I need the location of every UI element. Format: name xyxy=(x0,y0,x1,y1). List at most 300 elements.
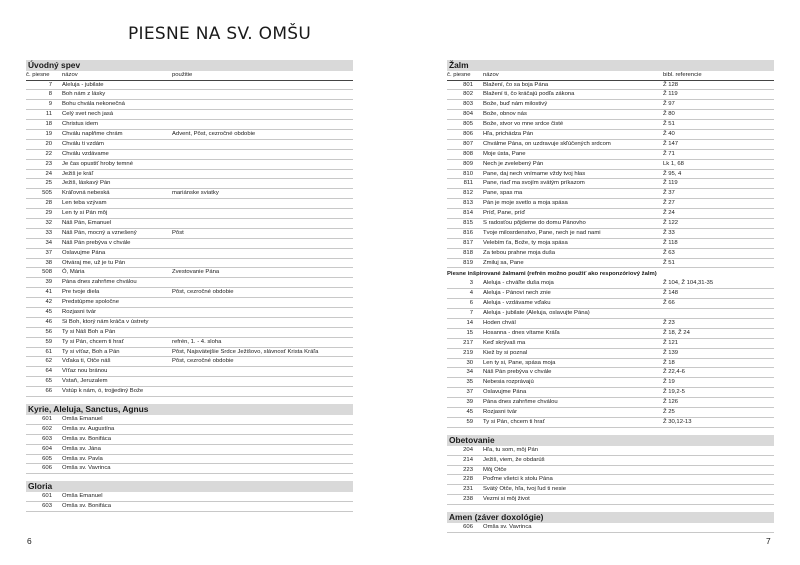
song-number: 802 xyxy=(463,91,473,98)
song-usage: Ž 37 xyxy=(663,190,675,197)
song-number: 7 xyxy=(48,81,52,88)
song-name: Moje ústa, Pane xyxy=(483,150,526,157)
song-name: Aleluja - Pánovi nech znie xyxy=(483,290,551,297)
song-usage: Ž 51 xyxy=(663,259,675,266)
song-name: Vstaň, Jeruzalem xyxy=(62,378,108,385)
empty-cell xyxy=(172,425,353,434)
song-usage xyxy=(663,309,774,318)
song-number: 61 xyxy=(45,348,52,355)
empty-cell xyxy=(663,485,774,494)
song-name: Víťaz nou bránou xyxy=(62,368,108,375)
song-name: Omša Emanuel xyxy=(62,416,103,422)
song-number: 3 xyxy=(469,280,473,287)
song-number: 23 xyxy=(45,160,52,167)
song-name: Vďaka ti, Otče náš xyxy=(62,358,111,365)
song-number: 19 xyxy=(45,130,52,137)
table-row xyxy=(26,318,353,328)
table-row xyxy=(26,199,353,209)
song-name: Pre tvoje diela xyxy=(62,289,100,296)
song-usage: Ž 71 xyxy=(663,150,675,157)
song-number: 37 xyxy=(466,389,473,396)
table-row xyxy=(447,359,774,369)
table-row xyxy=(26,502,353,512)
song-usage xyxy=(172,100,353,109)
table-row xyxy=(26,150,353,160)
song-usage xyxy=(172,377,353,386)
section-heading: Obetovanie xyxy=(447,435,774,446)
song-number: 604 xyxy=(42,445,52,452)
table-row xyxy=(447,329,774,339)
song-name: Pane, riaď ma svojím svätým príkazom xyxy=(483,180,585,187)
song-number: 812 xyxy=(463,190,473,197)
table-row xyxy=(26,278,353,288)
table-row xyxy=(26,81,353,91)
song-usage: Lk 1, 68 xyxy=(663,160,684,167)
song-name: Omša sv. Bonifáca xyxy=(62,435,111,442)
song-number: 4 xyxy=(469,290,473,297)
song-number: 238 xyxy=(463,496,473,503)
table-row xyxy=(447,279,774,289)
table-row xyxy=(447,140,774,150)
song-number: 59 xyxy=(466,418,473,425)
song-name: Ježiš je kráľ xyxy=(62,170,94,177)
song-usage xyxy=(172,120,353,129)
song-number: 38 xyxy=(45,259,52,266)
song-usage xyxy=(172,308,353,317)
song-number: 7 xyxy=(469,310,473,317)
song-number: 37 xyxy=(45,249,52,256)
song-name: Je čas opustiť hroby temné xyxy=(62,160,133,167)
song-name: Chválu naplňme chrám xyxy=(62,130,123,137)
song-number: 805 xyxy=(463,121,473,128)
song-number: 808 xyxy=(463,150,473,157)
table-row xyxy=(26,170,353,180)
section-kyrie xyxy=(26,404,353,474)
song-number: 807 xyxy=(463,140,473,147)
right-page-number: 7 xyxy=(766,536,771,546)
table-row xyxy=(26,464,353,474)
table-row xyxy=(447,150,774,160)
empty-cell xyxy=(663,466,774,475)
song-number: 606 xyxy=(463,524,473,531)
song-number: 34 xyxy=(45,239,52,246)
song-name: Ty si víťaz, Boh a Pán xyxy=(62,348,120,355)
table-row xyxy=(26,357,353,367)
song-usage xyxy=(172,259,353,268)
song-name: Náš Pán, Emanuel xyxy=(62,219,112,226)
table-row xyxy=(447,495,774,505)
table-row xyxy=(26,189,353,199)
empty-cell xyxy=(172,415,353,424)
table-header xyxy=(447,71,774,81)
song-usage: refrén, 1. - 4. sloha xyxy=(172,338,222,345)
song-usage xyxy=(172,239,353,248)
subheading-psalm-inspired: Piesne inšpirované žalmami (refrén možno použiť ako responzóriový žalm) xyxy=(447,271,657,278)
section-heading: Žalm xyxy=(447,60,774,71)
song-number: 606 xyxy=(42,465,52,472)
song-usage xyxy=(172,81,353,90)
song-number: 59 xyxy=(45,338,52,345)
song-usage: Ž 19 xyxy=(663,379,675,386)
table-row xyxy=(447,219,774,229)
table-row xyxy=(26,338,353,348)
song-name: Aleluja - vzdávame vďaku xyxy=(483,300,551,307)
table-row xyxy=(447,309,774,319)
table-row xyxy=(447,229,774,239)
song-number: 223 xyxy=(463,466,473,473)
song-number: 817 xyxy=(463,239,473,246)
song-name: Pán je moje svetlo a moja spása xyxy=(483,200,568,207)
song-number: 45 xyxy=(466,409,473,415)
table-row xyxy=(447,160,774,170)
song-name: Chválme Pána, on uzdravuje skľúčených srdcom xyxy=(483,140,611,147)
page-title: PIESNE NA SV. OMŠU xyxy=(128,24,312,44)
song-number: 25 xyxy=(45,180,52,187)
song-number: 28 xyxy=(45,200,52,207)
song-usage: Ž 40 xyxy=(663,130,675,137)
song-name: Chválu vzdávame xyxy=(62,150,109,157)
song-name: Pána dnes zahrňme chválou xyxy=(62,279,137,286)
table-row xyxy=(447,418,774,428)
song-number: 804 xyxy=(463,111,473,118)
table-row xyxy=(447,398,774,408)
table-row xyxy=(447,259,774,269)
song-usage: mariánske sviatky xyxy=(172,190,219,197)
song-usage: Ž 30,12-13 xyxy=(663,418,692,425)
table-row xyxy=(26,219,353,229)
song-name: Hoden chvál xyxy=(483,319,516,326)
table-row xyxy=(26,435,353,445)
song-usage: Ž 104, Ž 104,31-35 xyxy=(663,280,714,287)
table-row xyxy=(447,456,774,466)
song-name: Rozjasni tvár xyxy=(62,308,97,315)
song-name: Pane, daj nech vnímame vždy tvoj hlas xyxy=(483,170,586,177)
table-obetovanie xyxy=(447,446,774,505)
table-row xyxy=(26,328,353,338)
table-row xyxy=(26,110,353,120)
song-name: Vezmi si môj život xyxy=(483,496,530,503)
song-number: 39 xyxy=(45,279,52,286)
song-usage: Ž 139 xyxy=(663,349,679,356)
empty-cell xyxy=(663,446,774,455)
song-number: 20 xyxy=(45,140,52,147)
song-name: Kráľovná nebeská xyxy=(62,190,110,197)
table-row xyxy=(447,349,774,359)
table-row xyxy=(26,249,353,259)
song-usage xyxy=(172,179,353,188)
song-number: 46 xyxy=(45,318,52,325)
song-number: 818 xyxy=(463,249,473,256)
song-name: Rozjasni tvár xyxy=(483,409,518,415)
song-name: Aleluja - jubilate xyxy=(62,81,104,88)
song-name: Omša sv. Vavrinca xyxy=(483,524,532,531)
song-name: Omša Emanuel xyxy=(62,493,103,500)
table-row xyxy=(447,378,774,388)
song-name: Si Boh, ktorý nám kráča v ústrety xyxy=(62,318,149,325)
song-name: Boh nám z lásky xyxy=(62,91,106,98)
song-number: 601 xyxy=(42,416,52,422)
song-name: Omša sv. Bonifáca xyxy=(62,503,111,510)
song-name: Ty si Náš Boh a Pán xyxy=(62,328,116,335)
table-row xyxy=(26,455,353,465)
song-name: Nech je zvelebený Pán xyxy=(483,160,544,167)
song-number: 41 xyxy=(45,289,52,296)
table-amen xyxy=(447,523,774,533)
table-row xyxy=(26,377,353,387)
table-row xyxy=(26,130,353,140)
table-row xyxy=(26,268,353,278)
empty-cell xyxy=(172,445,353,454)
header-references: bibl. referencie xyxy=(663,72,702,78)
song-usage: Ž 148 xyxy=(663,290,679,297)
song-usage: Ž 18 xyxy=(663,359,675,366)
song-name: Hľa, tu som, môj Pán xyxy=(483,446,539,453)
song-name: Aleluja - jubilate (Aleluja, oslavujte Pána) xyxy=(483,310,590,317)
song-number: 29 xyxy=(45,210,52,217)
song-usage xyxy=(172,278,353,287)
song-usage: Ž 121 xyxy=(663,339,679,346)
song-name: Len ty si, Pane, spása moja xyxy=(483,359,556,366)
song-name: Omša sv. Augustína xyxy=(62,425,115,432)
table-row xyxy=(447,170,774,180)
song-usage xyxy=(172,367,353,376)
song-number: 806 xyxy=(463,130,473,137)
song-usage: Ž 122 xyxy=(663,219,679,226)
song-number: 801 xyxy=(463,81,473,88)
table-row xyxy=(447,523,774,533)
table-row xyxy=(447,339,774,349)
song-number: 803 xyxy=(463,101,473,108)
song-number: 601 xyxy=(42,493,52,500)
song-usage: Ž 80 xyxy=(663,111,675,118)
song-name: Tvoje milosrdenstvo, Pane, nech je nad nami xyxy=(483,229,601,236)
song-usage: Zvestovanie Pána xyxy=(172,269,220,276)
song-name: Blažení ti, čo kráčajú podľa zákona xyxy=(483,91,575,98)
song-usage xyxy=(172,387,353,396)
song-usage: Ž 119 xyxy=(663,91,678,98)
table-row xyxy=(447,81,774,91)
song-usage: Ž 23 xyxy=(663,319,675,326)
song-name: Predstúpme spoločne xyxy=(62,299,119,306)
table-row xyxy=(447,485,774,495)
song-name: Ježiš, viem, že obdarúš xyxy=(483,456,545,463)
song-number: 219 xyxy=(463,349,473,356)
song-usage: Ž 24 xyxy=(663,210,675,217)
song-usage: Ž 25 xyxy=(663,409,675,415)
song-name: Svätý Otče, hľa, tvoj ľud ti nesie xyxy=(483,486,566,493)
song-name: Christus idem xyxy=(62,121,99,128)
song-number: 810 xyxy=(463,170,473,177)
table-row xyxy=(447,130,774,140)
song-number: 602 xyxy=(42,425,52,432)
song-name: Môj Otče xyxy=(483,466,507,473)
song-number: 65 xyxy=(45,378,52,385)
song-name: Kiež by si poznal xyxy=(483,349,528,356)
song-usage xyxy=(172,328,353,337)
section-uvodny-spev xyxy=(26,60,353,397)
table-row xyxy=(26,90,353,100)
header-usage: použitie xyxy=(172,72,193,78)
song-number: 508 xyxy=(42,269,52,276)
song-usage xyxy=(172,209,353,218)
table-kyrie xyxy=(26,415,353,474)
song-usage: Pôst, cezročné obdobie xyxy=(172,289,234,296)
song-name: Otváraj me, už je tu Pán xyxy=(62,259,126,266)
table-row xyxy=(447,120,774,130)
song-usage: Ž 27 xyxy=(663,200,675,207)
table-row xyxy=(26,209,353,219)
table-row xyxy=(26,387,353,397)
song-number: 34 xyxy=(466,369,473,376)
song-number: 24 xyxy=(45,170,52,177)
song-number: 11 xyxy=(45,111,52,118)
section-gloria xyxy=(26,481,353,512)
empty-cell xyxy=(663,456,774,465)
song-number: 56 xyxy=(45,328,52,335)
song-name: Len ty si Pán môj xyxy=(62,210,108,217)
song-usage xyxy=(172,219,353,228)
section-amen xyxy=(447,512,774,533)
table-row xyxy=(447,299,774,309)
song-usage: Ž 128 xyxy=(663,81,679,88)
song-usage xyxy=(172,140,353,149)
table-row xyxy=(447,446,774,456)
table-zalm xyxy=(447,81,774,269)
table-row xyxy=(26,298,353,308)
song-name: Ty si Pán, chcem ti hrať xyxy=(483,418,545,425)
song-number: 814 xyxy=(463,210,473,217)
song-usage xyxy=(172,170,353,179)
song-name: S radosťou pôjdeme do domu Pánovho xyxy=(483,219,586,226)
table-row xyxy=(26,288,353,298)
empty-cell xyxy=(172,464,353,473)
table-row xyxy=(26,160,353,170)
song-number: 18 xyxy=(45,121,52,128)
table-row xyxy=(447,368,774,378)
table-row xyxy=(447,209,774,219)
song-number: 603 xyxy=(42,435,52,442)
song-number: 22 xyxy=(45,150,52,157)
table-row xyxy=(447,189,774,199)
table-row xyxy=(26,229,353,239)
table-row xyxy=(26,308,353,318)
song-name: Celý svet nech jasá xyxy=(62,111,114,118)
song-name: Poďme všetci k stolu Pána xyxy=(483,476,553,483)
song-name: Blažení, čo sa boja Pána xyxy=(483,81,549,88)
song-name: Ó, Mária xyxy=(62,269,85,276)
right-column xyxy=(447,60,774,540)
song-usage: Pôst xyxy=(172,229,184,236)
song-number: 14 xyxy=(466,319,473,326)
section-obetovanie xyxy=(447,435,774,505)
song-name: Ty si Pán, chcem ti hrať xyxy=(62,338,124,345)
song-number: 66 xyxy=(45,388,52,395)
table-row xyxy=(447,90,774,100)
empty-cell xyxy=(663,523,774,532)
table-row xyxy=(26,120,353,130)
table-row xyxy=(447,408,774,418)
song-name: Bože, stvor vo mne srdce čisté xyxy=(483,121,564,128)
song-usage xyxy=(172,249,353,258)
song-number: 35 xyxy=(466,379,473,386)
table-row xyxy=(447,199,774,209)
song-usage xyxy=(172,160,353,169)
table-row xyxy=(447,388,774,398)
song-number: 8 xyxy=(48,91,52,98)
song-number: 603 xyxy=(42,503,52,510)
empty-cell xyxy=(172,435,353,444)
empty-cell xyxy=(663,475,774,484)
song-number: 816 xyxy=(463,229,473,236)
song-name: Náš Pán, mocný a vznešený xyxy=(62,229,137,236)
song-name: Nebesia rozprávajú xyxy=(483,379,534,386)
table-row xyxy=(26,415,353,425)
song-number: 30 xyxy=(466,359,473,366)
song-usage: Ž 126 xyxy=(663,399,679,406)
song-name: Hosanna - dnes vítame Kráľa xyxy=(483,329,560,336)
song-number: 42 xyxy=(45,299,52,306)
song-usage: Advent, Pôst, cezročné obdobie xyxy=(172,130,256,137)
song-number: 815 xyxy=(463,219,473,226)
header-name: názov xyxy=(62,72,78,78)
song-name: Bože, obnov nás xyxy=(483,111,527,118)
table-row xyxy=(26,492,353,502)
song-name: Omša sv. Pavla xyxy=(62,455,103,462)
song-usage: Ž 95, 4 xyxy=(663,170,682,177)
left-page-number: 6 xyxy=(27,536,32,546)
song-number: 228 xyxy=(463,476,473,483)
table-row xyxy=(26,239,353,249)
table-row xyxy=(26,348,353,358)
empty-cell xyxy=(663,495,774,504)
song-number: 62 xyxy=(45,358,52,365)
song-usage: Ž 97 xyxy=(663,101,675,108)
header-number: č. piesne xyxy=(447,72,471,78)
song-name: Velebím ťa, Bože, ty moja spása xyxy=(483,239,568,246)
table-row xyxy=(447,289,774,299)
header-name: názov xyxy=(483,72,499,78)
song-name: Hľa, prichádza Pán xyxy=(483,130,534,137)
song-name: Omša sv. Jána xyxy=(62,445,101,452)
section-heading: Amen (záver doxológie) xyxy=(447,512,774,523)
song-name: Zmiluj sa, Pane xyxy=(483,259,524,266)
table-row xyxy=(447,466,774,476)
song-name: Za tebou prahne moja duša xyxy=(483,249,556,256)
song-name: Oslavujme Pána xyxy=(62,249,106,256)
song-number: 6 xyxy=(469,300,473,307)
left-column xyxy=(26,60,353,519)
song-name: Oslavujme Pána xyxy=(483,389,527,396)
song-usage xyxy=(172,110,353,119)
song-usage: Ž 119 xyxy=(663,180,678,187)
song-number: 39 xyxy=(466,399,473,406)
song-number: 217 xyxy=(463,339,473,346)
table-row xyxy=(26,367,353,377)
song-usage xyxy=(172,199,353,208)
song-usage: Ž 66 xyxy=(663,300,675,307)
song-number: 64 xyxy=(45,368,52,375)
song-name: Pána dnes zahrňme chválou xyxy=(483,399,558,406)
song-number: 819 xyxy=(463,259,473,266)
table-row xyxy=(26,259,353,269)
song-name: Bohu chvála nekonečná xyxy=(62,101,125,108)
song-number: 811 xyxy=(463,180,473,187)
empty-cell xyxy=(172,455,353,464)
song-number: 231 xyxy=(463,486,473,493)
header-number: č. piesne xyxy=(26,72,50,78)
song-usage: Pôst, Najsvätejšie Srdce Ježišovo, slávnosť Krista Kráľa xyxy=(172,348,319,355)
song-number: 214 xyxy=(463,456,473,463)
